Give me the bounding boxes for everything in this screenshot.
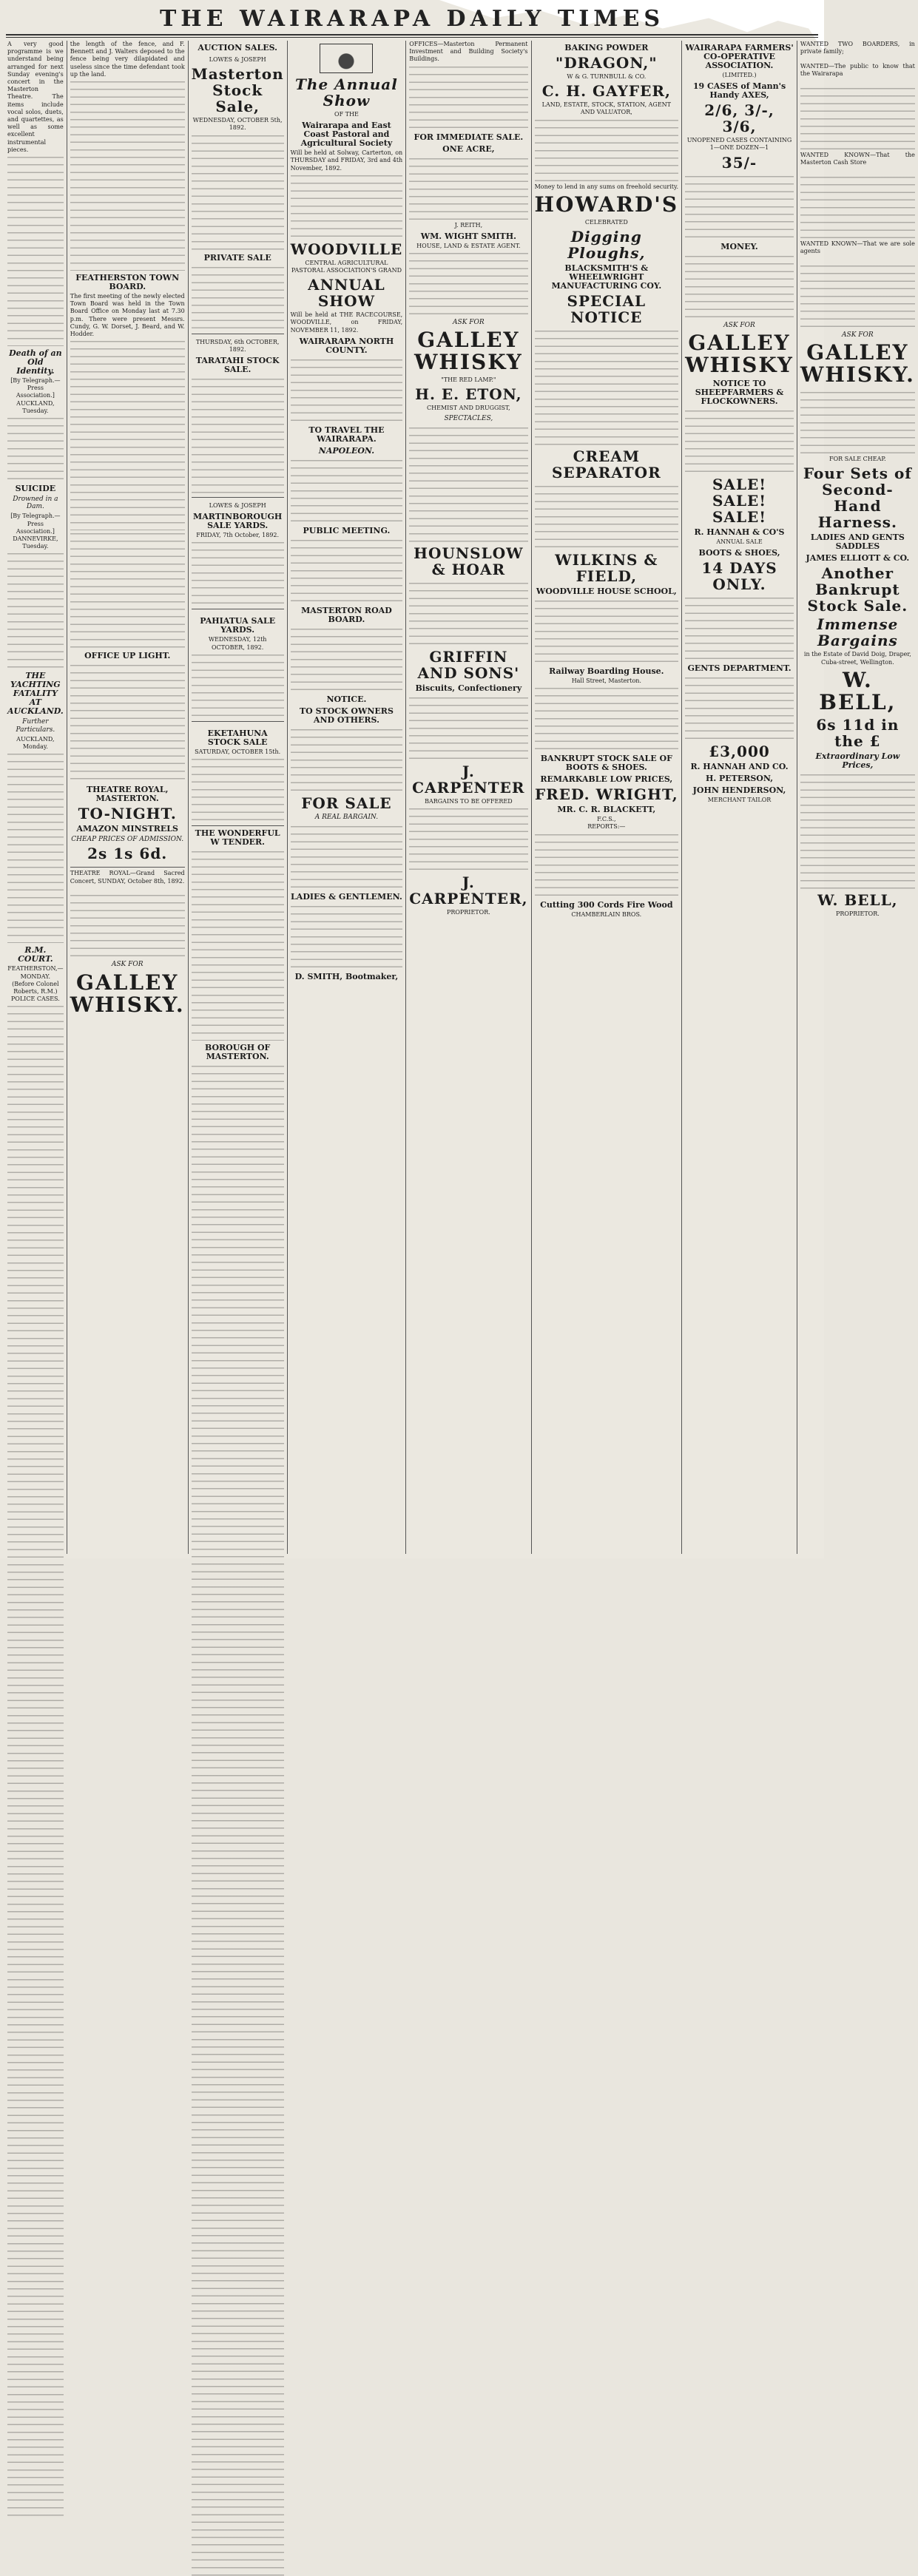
court-headline: R.M. COURT. bbox=[18, 945, 53, 964]
text-block bbox=[409, 64, 527, 130]
text-block bbox=[192, 376, 284, 494]
wanted-known: WANTED KNOWN—That the Masterton Cash Store bbox=[800, 152, 915, 166]
wilkins-title: WILKINS & FIELD, bbox=[555, 551, 658, 586]
court-place: FEATHERSTON,—MONDAY. bbox=[7, 965, 64, 980]
hounslow-title: HOUNSLOW & HOAR bbox=[414, 544, 524, 578]
one-acre-title: ONE ACRE, bbox=[442, 143, 495, 154]
carpenter-title: J. CARPENTER bbox=[412, 762, 525, 797]
town-board-paragraph: The first meeting of the newly elected Town Board was held in the Town Board Office on Monday last at 7.30 p.m. There were present Messrs. Cundy, G. W. Dorset, J. Beard, and W. Hodder. bbox=[70, 293, 185, 338]
martinborough-ad bbox=[192, 500, 284, 609]
bell-title-2: W. BELL, bbox=[817, 890, 898, 909]
pahiatua-date: WEDNESDAY, 12th OCTOBER, 1892. bbox=[208, 636, 267, 651]
carpenter-title-2: J. CARPENTER, bbox=[409, 873, 528, 908]
text-block bbox=[192, 848, 284, 1041]
biscuits-subtitle: Biscuits, Confectionery bbox=[415, 683, 522, 693]
text-block bbox=[535, 831, 679, 898]
bargain-subtitle: A REAL BARGAIN. bbox=[314, 813, 379, 821]
carpenter-proprietor: PROPRIETOR. bbox=[446, 909, 490, 916]
doig-estate: in the Estate of David Doig, Draper, Cuba-street, Wellington. bbox=[803, 651, 911, 666]
column-6 bbox=[532, 41, 683, 1554]
text-block bbox=[409, 805, 527, 872]
text-block bbox=[192, 539, 284, 606]
celebrated-label: CELEBRATED bbox=[584, 218, 628, 226]
text-block bbox=[535, 685, 679, 751]
stock-sale-date: WEDNESDAY, OCTOBER 5th, 1892. bbox=[192, 117, 283, 132]
text-block bbox=[409, 425, 527, 543]
death-byline: [By Telegraph.—Press Association.] bbox=[10, 377, 61, 399]
immediate-sale-title: FOR IMMEDIATE SALE. bbox=[414, 132, 524, 142]
turnbull-name: W & G. TURNBULL & CO. bbox=[567, 73, 647, 80]
eton-title: H. E. ETON, bbox=[415, 385, 522, 404]
text-block bbox=[70, 892, 185, 959]
column-4 bbox=[288, 41, 407, 1554]
smith-title: D. SMITH, Bootmaker, bbox=[294, 972, 399, 982]
gayfer-subtitle: LAND, ESTATE, STOCK, STATION, AGENT AND VALUATOR, bbox=[541, 101, 671, 116]
fcs-label: F.C.S., bbox=[597, 816, 616, 823]
text-block bbox=[535, 328, 679, 446]
suicide-headline: SUICIDE bbox=[15, 484, 56, 494]
cash-amount: £3,000 bbox=[709, 743, 770, 761]
text-block bbox=[535, 483, 679, 550]
martinborough-title: MARTINBOROUGH SALE YARDS. bbox=[193, 512, 283, 531]
text-block bbox=[291, 172, 403, 239]
red-lamp: "THE RED LAMP." bbox=[441, 376, 496, 384]
text-block bbox=[70, 78, 185, 271]
ask-for-label-4: ASK FOR bbox=[842, 331, 874, 339]
drowned-place: DANNEVIRKE, Tuesday. bbox=[13, 535, 58, 550]
axes-cases: 19 CASES of Mann's Handy AXES, bbox=[692, 81, 786, 101]
show-of: OF THE bbox=[334, 111, 359, 118]
yacht-headline: THE YACHTING FATALITY AT AUCKLAND. bbox=[7, 671, 64, 717]
remarkable-title: REMARKABLE LOW PRICES, bbox=[540, 774, 673, 785]
road-board-title: MASTERTON ROAD BOARD. bbox=[301, 605, 392, 624]
chemist-subtitle: CHEMIST AND DRUGGIST, bbox=[427, 405, 510, 412]
column-8 bbox=[797, 41, 918, 1554]
text-block bbox=[70, 530, 185, 649]
gents-department: GENTS DEPARTMENT. bbox=[687, 663, 792, 674]
text-block bbox=[685, 173, 794, 240]
text-block bbox=[7, 1003, 64, 2516]
columns bbox=[4, 41, 915, 1554]
bell-proprietor: PROPRIETOR. bbox=[835, 910, 880, 917]
pahiatua-title: PAHIATUA SALE YARDS. bbox=[200, 616, 276, 635]
peterson-title: H. PETERSON, bbox=[705, 774, 774, 784]
woodville-school-title: WOODVILLE HOUSE SCHOOL, bbox=[536, 586, 677, 597]
county-title: WAIRARAPA NORTH COUNTY. bbox=[299, 336, 394, 355]
office-headline: OFFICE UP LIGHT. bbox=[84, 651, 171, 661]
notice-title: NOTICE. bbox=[326, 694, 367, 704]
text-block bbox=[7, 154, 64, 346]
howards-title: HOWARD'S bbox=[534, 192, 679, 217]
ask-for-label-2: ASK FOR bbox=[453, 319, 485, 327]
column-1 bbox=[4, 41, 67, 1554]
text-block bbox=[535, 598, 679, 664]
wanted-known-2: WANTED KNOWN—That we are sole agents bbox=[800, 240, 915, 255]
farmers-title: WAIRARAPA FARMERS' CO-OPERATIVE ASSOCIATION. bbox=[685, 43, 794, 70]
griffin-title: GRIFFIN AND SONS' bbox=[417, 647, 520, 682]
text-block bbox=[7, 751, 64, 943]
galley-whisky-ad: GALLEY WHISKY. bbox=[70, 970, 185, 1017]
text-block bbox=[291, 903, 403, 970]
gayfer-title: C. H. GAYFER, bbox=[541, 82, 671, 101]
text-block bbox=[291, 356, 403, 423]
baking-powder: BAKING POWDER bbox=[564, 43, 649, 53]
masthead-rule-thin bbox=[6, 37, 818, 38]
death-headline: Death of an Old Identity. bbox=[9, 348, 62, 376]
dragon-title: "DRAGON," bbox=[555, 54, 658, 72]
theatre-title: THEATRE ROYAL, MASTERTON. bbox=[86, 785, 169, 804]
show-date: Will be held at Solway, Carterton, on THURSDAY and FRIDAY, 3rd and 4th November, 1892. bbox=[290, 149, 403, 172]
text-block bbox=[685, 675, 794, 741]
text-block bbox=[685, 595, 794, 661]
masthead-rule bbox=[6, 34, 818, 36]
text-block bbox=[192, 132, 284, 251]
auctioneer-name: LOWES & JOSEPH bbox=[209, 56, 266, 63]
travel-title: TO TRAVEL THE WAIRARAPA. bbox=[308, 425, 385, 444]
seller-name: J. REITH, bbox=[454, 221, 483, 229]
galley-whisky-ad-3: GALLEY WHISKY bbox=[685, 330, 794, 377]
pahiatua-ad bbox=[192, 612, 284, 721]
money-lend: Money to lend in any sums on freehold security. bbox=[534, 183, 679, 190]
minstrels-title: AMAZON MINSTRELS bbox=[76, 824, 178, 834]
text-block bbox=[800, 85, 915, 152]
text-block bbox=[409, 580, 527, 646]
blacksmith-title: BLACKSMITH'S & WHEELWRIGHT MANUFACTURING COY. bbox=[551, 263, 662, 291]
text-block bbox=[800, 389, 915, 456]
theatre-ad bbox=[70, 780, 185, 868]
auctioneer-name-2: LOWES & JOSEPH bbox=[209, 502, 266, 510]
text-block bbox=[192, 652, 284, 718]
taratahi-title: TARATAHI STOCK SALE. bbox=[195, 356, 280, 375]
bankrupt-title: BANKRUPT STOCK SALE OF BOOTS & SHOES. bbox=[540, 754, 672, 773]
merchant-tailor: MERCHANT TAILOR bbox=[707, 797, 772, 804]
permanent-offices: OFFICES—Masterton Permanent Investment and Building Society's Buildings. bbox=[409, 41, 528, 63]
unopened-cases: UNOPENED CASES CONTAINING 1—ONE DOZEN—1 bbox=[686, 137, 792, 152]
text-block bbox=[291, 823, 403, 890]
text-block bbox=[409, 250, 527, 317]
woodville-title: WOODVILLE bbox=[290, 240, 403, 258]
bankrupt-sale-title: Another Bankrupt Stock Sale. bbox=[807, 564, 908, 615]
column-7 bbox=[682, 41, 797, 1554]
blackett-title: MR. C. R. BLACKETT, bbox=[557, 805, 656, 815]
boots-shoes: BOOTS & SHOES, bbox=[698, 548, 780, 558]
text-block bbox=[70, 338, 185, 530]
hannah-title-2: R. HANNAH AND CO. bbox=[690, 762, 789, 772]
annual-sale: ANNUAL SALE bbox=[716, 538, 763, 545]
text-block bbox=[70, 662, 185, 780]
drowned-byline: [By Telegraph.—Press Association.] bbox=[10, 513, 61, 535]
railway-title: Railway Boarding House. bbox=[549, 666, 664, 677]
text-block bbox=[685, 253, 794, 320]
column-5 bbox=[406, 41, 531, 1554]
cream-separator-title: CREAM SEPARATOR bbox=[551, 447, 661, 482]
digging-ploughs: Digging Ploughs, bbox=[567, 228, 646, 263]
borough-title: BOROUGH OF MASTERTON. bbox=[204, 1043, 271, 1062]
woodville-date: Will be held at THE RACECOURSE, WOODVILLE, on FRIDAY, NOVEMBER 11, 1892. bbox=[290, 311, 403, 334]
yacht-subhead: Further Particulars. bbox=[16, 718, 55, 734]
wanted-boarders: WANTED TWO BOARDERS, in private family; bbox=[800, 41, 915, 55]
concert-paragraph: A very good programme is we understand being arranged for next Sunday evening's concert in the Masterton Theatre. The items include vocal solos, duets, and quartettes, as well as some excellent instrumental pieces. bbox=[7, 41, 64, 153]
public-meeting-title: PUBLIC MEETING. bbox=[303, 525, 391, 535]
drowned-headline: Drowned in a Dam. bbox=[13, 496, 58, 511]
woodville-subtitle: CENTRAL AGRICULTURAL PASTORAL ASSOCIATION'S GRAND bbox=[291, 259, 402, 274]
cutting-title: Cutting 300 Cords Fire Wood bbox=[540, 899, 673, 910]
stock-sale-title: Masterton Stock Sale, bbox=[191, 65, 284, 116]
price-35: 35/- bbox=[721, 153, 757, 172]
text-block bbox=[800, 174, 915, 240]
text-block bbox=[192, 756, 284, 822]
special-notice-title: SPECIAL NOTICE bbox=[567, 292, 647, 327]
column-3 bbox=[189, 41, 288, 1554]
yacht-place: AUCKLAND, Monday. bbox=[16, 735, 55, 751]
ladies-title: LADIES & GENTLEMEN. bbox=[291, 892, 402, 902]
wanted-public: WANTED—The public to know that the Wairarapa bbox=[800, 63, 915, 78]
text-block bbox=[192, 264, 284, 331]
admission-label: CHEAP PRICES OF ADMISSION. bbox=[71, 836, 184, 844]
death-place: AUCKLAND, Tuesday. bbox=[16, 399, 55, 414]
ask-for-label-3: ASK FOR bbox=[723, 321, 755, 329]
bull-emblem-icon bbox=[320, 44, 373, 73]
court-cases: POLICE CASES. bbox=[10, 995, 60, 1003]
fred-wright-title: FRED. WRIGHT, bbox=[534, 785, 678, 804]
text-block bbox=[192, 1063, 284, 2576]
reports-label: REPORTS:— bbox=[587, 823, 626, 831]
stock-owners-title: TO STOCK OWNERS AND OTHERS. bbox=[299, 706, 394, 725]
taratahi-date: THURSDAY, 6th OCTOBER, 1892. bbox=[195, 338, 280, 353]
private-sale-title: PRIVATE SALE bbox=[203, 252, 271, 263]
column-2 bbox=[67, 41, 189, 1554]
auction-sales-header: AUCTION SALES. bbox=[198, 43, 277, 53]
text-block bbox=[685, 408, 794, 474]
axe-prices: 2/6, 3/-, 3/6, bbox=[704, 101, 774, 136]
sacred-concert: THEATRE ROYAL—Grand Sacred Concert, SUNDAY, October 8th, 1892. bbox=[70, 870, 185, 885]
bell-title: W. BELL, bbox=[819, 667, 897, 714]
house-agent: HOUSE, LAND & ESTATE AGENT. bbox=[416, 242, 521, 249]
galley-whisky-ad-4: GALLEY WHISKY. bbox=[800, 340, 915, 388]
text-block bbox=[7, 415, 64, 481]
text-block bbox=[409, 694, 527, 761]
eketahuna-title: EKETAHUNA STOCK SALE bbox=[207, 728, 268, 747]
annual-show-title: The Annual Show bbox=[295, 75, 398, 109]
sale-cheap: FOR SALE CHEAP. bbox=[829, 456, 886, 463]
napoleon-title: NAPOLEON. bbox=[318, 445, 375, 456]
price-per-pound: 6s 11d in the £ bbox=[816, 715, 900, 750]
admission-prices: 2s 1s 6d. bbox=[87, 845, 168, 863]
court-before: (Before Colonel Roberts, R.M.) bbox=[12, 980, 59, 995]
elliott-title: JAMES ELLIOTT & CO. bbox=[806, 553, 910, 564]
for-sale-title: FOR SALE bbox=[301, 794, 392, 812]
annual-show-title-2: ANNUAL SHOW bbox=[308, 276, 385, 311]
sheepfarmers-notice: NOTICE TO SHEEPFARMERS & FLOCKOWNERS. bbox=[695, 378, 784, 406]
text-block bbox=[535, 117, 679, 183]
text-block bbox=[800, 771, 915, 890]
text-block bbox=[800, 263, 915, 329]
text-block bbox=[291, 726, 403, 793]
masterton-stock-ad bbox=[192, 54, 284, 334]
spectacles-label: SPECTACLES, bbox=[444, 414, 493, 422]
text-block bbox=[291, 537, 403, 604]
martinborough-date: FRIDAY, 7th October, 1892. bbox=[196, 532, 280, 539]
bargains-label: BARGAINS TO BE OFFERED bbox=[425, 797, 513, 805]
taratahi-ad bbox=[192, 337, 284, 498]
masthead: THE WAIRARAPA DAILY TIMES bbox=[159, 6, 665, 32]
ask-for-label: ASK FOR bbox=[111, 961, 144, 969]
harness-title: Four Sets of Second-Hand Harness. bbox=[803, 464, 912, 532]
henderson-title: JOHN HENDERSON, bbox=[692, 785, 786, 796]
fourteen-days: 14 DAYS ONLY. bbox=[701, 559, 777, 594]
society-name: Wairarapa and East Coast Pastoral and Agricultural Society bbox=[300, 121, 393, 149]
text-block bbox=[7, 550, 64, 669]
text-block bbox=[291, 626, 403, 692]
hall-street: Hall Street, Masterton. bbox=[571, 677, 641, 685]
tonight-banner: TO-NIGHT. bbox=[78, 805, 177, 823]
text-block bbox=[409, 155, 527, 222]
immense-bargains: Immense Bargains bbox=[817, 615, 899, 650]
hannah-title: R. HANNAH & CO'S bbox=[694, 527, 785, 537]
money-title: MONEY. bbox=[720, 241, 758, 251]
sale-title: SALE! SALE! SALE! bbox=[712, 475, 767, 526]
chamberlain-name: CHAMBERLAIN BROS. bbox=[571, 910, 642, 918]
wight-smith-title: WM. WIGHT SMITH. bbox=[420, 231, 516, 241]
eketahuna-ad bbox=[192, 724, 284, 826]
eketahuna-date: SATURDAY, OCTOBER 15th. bbox=[195, 748, 281, 755]
town-board-headline: FEATHERSTON TOWN BOARD. bbox=[75, 273, 180, 292]
limited-label: (LIMITED.) bbox=[722, 72, 757, 78]
saddles-title: LADIES AND GENTS SADDLES bbox=[810, 533, 905, 552]
galley-whisky-ad-2: GALLEY WHISKY bbox=[414, 328, 523, 375]
text-block bbox=[291, 457, 403, 524]
fence-paragraph: the length of the fence, and F. Bennett and J. Walters deposed to the fence being very dilapidated and useless since the time defendant took up the land. bbox=[70, 41, 185, 78]
extraordinary-prices: Extraordinary Low Prices, bbox=[815, 751, 900, 770]
wonderful-tender: THE WONDERFUL W TENDER. bbox=[195, 828, 280, 848]
